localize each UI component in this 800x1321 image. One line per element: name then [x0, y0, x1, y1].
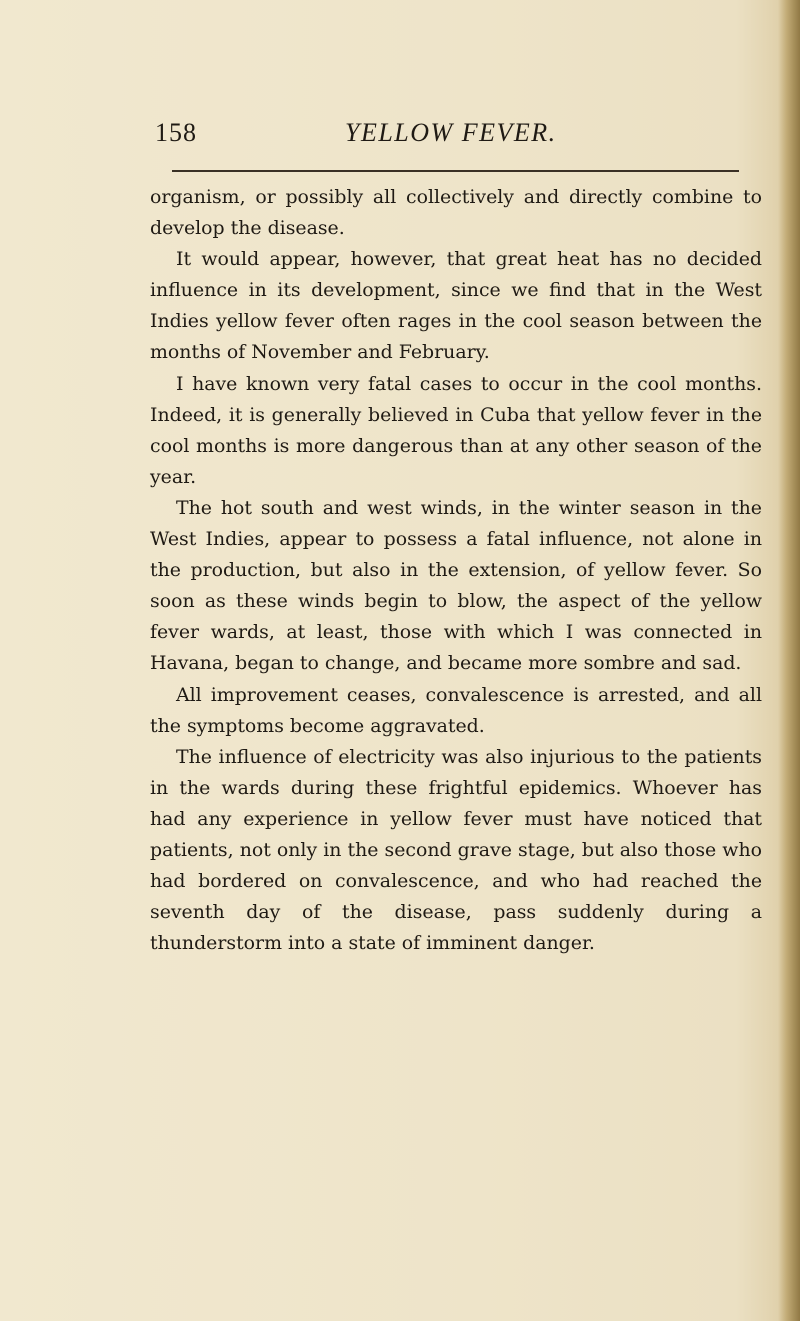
page-edge-shadow [778, 0, 800, 1321]
paragraph-electricity: The influence of electricity was also injurious to the patients in the wards during these frightful epidemics. Whoever has had any experience in yellow fever must have noticed that patients, not only in the second grave stage, but also those who had bordered on convalescence, and who had reached the seventh day of the disease, pass suddenly during a thunderstorm into a state of imminent danger. [150, 745, 762, 955]
paragraph-heat-influence: It would appear, however, that great heat has no decided influence in its development, since we find that in the West Indies yellow fever often rages in the cool season between the months of November and February. [150, 248, 762, 364]
running-head [155, 118, 635, 158]
running-title: YELLOW FEVER. [345, 118, 557, 147]
header-rule [172, 170, 739, 172]
paragraph-continuation: organism, or possibly all collectively and directly combine to develop the disease. [150, 186, 762, 240]
body-text [150, 182, 762, 959]
paragraph-winds: The hot south and west winds, in the winter season in the West Indies, appear to possess a fatal influence, not alone in the production, but also in the extension, of yellow fever. So soon as these winds begin to blow, the aspect of the yellow fever wards, at least, those with which I was connected in Havana, began to change, and became more sombre and sad. [150, 496, 762, 675]
page-number: 158 [155, 118, 197, 147]
paragraph-improvement-ceases: All improvement ceases, convalescence is arrested, and all the symptoms become aggravated. [150, 683, 762, 737]
paragraph-cool-months: I have known very fatal cases to occur in the cool months. Indeed, it is generally believed in Cuba that yellow fever in the cool months is more dangerous than at any other season of the year. [150, 372, 762, 488]
